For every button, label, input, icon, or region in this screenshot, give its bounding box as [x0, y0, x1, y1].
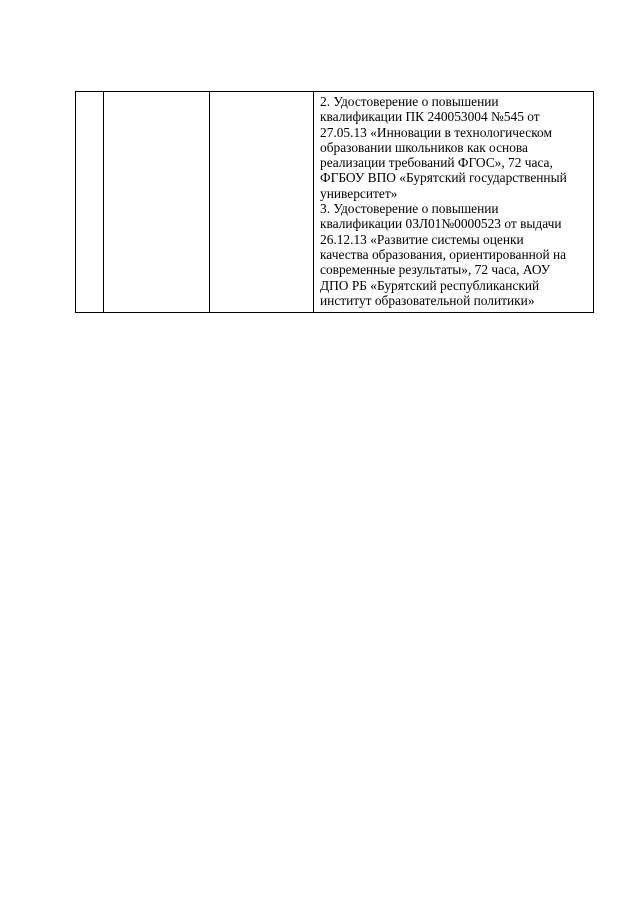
table-cell-qualifications: [314, 92, 594, 313]
text-line: современные результаты», 72 часа, АОУ: [320, 262, 551, 278]
text-line: институт образовательной политики»: [320, 292, 535, 308]
table-cell-name: [104, 92, 210, 313]
text-line: образовании школьников как основа: [320, 139, 528, 155]
table-row: [76, 92, 594, 313]
text-line: 2. Удостоверение о повышении: [320, 94, 499, 109]
table-cell-number: [76, 92, 104, 313]
text-line: ФГБОУ ВПО «Бурятский государственный: [320, 170, 567, 186]
document-table: [75, 91, 594, 313]
text-line: 3. Удостоверение о повышении: [320, 201, 499, 217]
text-line: квалификации ПК 240053004 №545 от: [320, 109, 540, 125]
text-line: университет»: [320, 185, 398, 201]
text-line: квалификации 03Л01№0000523 от выдачи: [320, 216, 562, 232]
text-line: 26.12.13 «Развитие системы оценки: [320, 231, 524, 247]
qualification-text: [314, 92, 593, 312]
text-line: реализации требований ФГОС», 72 часа,: [320, 155, 553, 171]
table-cell-position: [210, 92, 314, 313]
text-line: 27.05.13 «Инновации в технологическом: [320, 124, 552, 140]
text-line: качества образования, ориентированной на: [320, 246, 567, 262]
text-line: ДПО РБ «Бурятский республиканский: [320, 277, 540, 293]
